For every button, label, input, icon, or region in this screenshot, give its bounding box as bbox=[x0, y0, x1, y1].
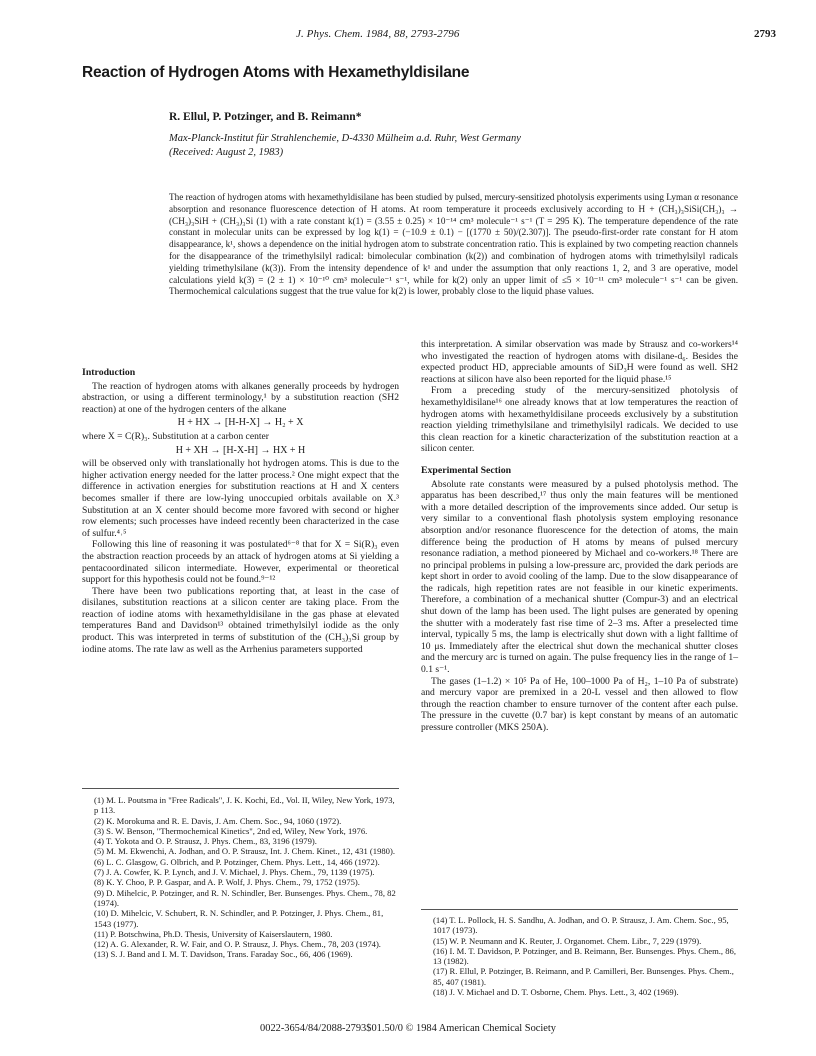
reference-item: (13) S. J. Band and I. M. T. Davidson, Trans. Faraday Soc., 66, 406 (1969). bbox=[94, 949, 353, 960]
references-right bbox=[421, 915, 738, 997]
paragraph: There have been two publications reporting that, at least in the case of disilanes, substitution reactions at a silicon center are taking place. From the reaction of iodine atoms with hexamethyldisilane in the gas phase at elevated temperatures Band and Davidson¹³ obtained trimethylsilyl iodide as the only product. This was interpreted in terms of substitution of the (CH₃)₃Si group by iodine atoms. The rate law as well as the Arrhenius parameters supported bbox=[82, 585, 399, 655]
reference-item: (9) D. Mihelcic, P. Potzinger, and R. N. Schindler, Ber. Bunsenges. Phys. Chem., 78, 82 (1974). bbox=[94, 887, 396, 908]
paragraph: this interpretation. A similar observation was made by Strausz and co-workers¹⁴ who investigated the reaction of hydrogen atoms with disilane-d₆. Besides the expected product HD, appreciable amounts of SiD₃H were found as well. SH2 reactions at silicon have also been reported for the liquid phase.¹⁵ bbox=[421, 339, 738, 385]
paragraph: where X = C(R)₃. Substitution at a carbon center bbox=[82, 430, 269, 442]
reference-item: (12) A. G. Alexander, R. W. Fair, and O. P. Strausz, J. Phys. Chem., 78, 203 (1974). bbox=[94, 939, 381, 950]
reference-item: (10) D. Mihelcic, V. Schubert, R. N. Schindler, and P. Potzinger, J. Phys. Chem., 81, 1543 (1977). bbox=[94, 908, 384, 929]
reference-item: (16) I. M. T. Davidson, P. Potzinger, and B. Reimann, Ber. Bunsenges. Phys. Chem., 86, 13 (1982). bbox=[433, 945, 736, 967]
footnote-rule bbox=[421, 909, 738, 910]
left-column bbox=[82, 367, 399, 655]
equation: H + XH → [H-X-H] → HX + H bbox=[175, 444, 306, 456]
paragraph: will be observed only with translationally hot hydrogen atoms. This is due to the higher activation energy needed for the latter process.² One might expect that the difference in activation energies for substitution reactions at H and X centers becomes smaller if there are low-lying unoccupied orbitals available on X.³ Substitution at an X center should become more favored with second or higher row elements; such processes have indeed recently been characterized in the case of sulfur.⁴˒⁵ bbox=[82, 458, 399, 539]
reference-item: (8) K. Y. Choo, P. P. Gaspar, and A. P. Wolf, J. Phys. Chem., 79, 1752 (1975). bbox=[94, 877, 360, 888]
reference-item: (6) L. C. Glasgow, G. Olbrich, and P. Potzinger, Chem. Phys. Lett., 14, 466 (1972). bbox=[94, 856, 380, 867]
reference-item: (17) R. Ellul, P. Potzinger, B. Reimann, and P. Camilleri, Ber. Bunsenges. Phys. Chem., 85, 407 (1981). bbox=[433, 966, 734, 987]
page-number: 2793 bbox=[754, 28, 776, 40]
paragraph: From a preceding study of the mercury-sensitized photolysis of hexamethyldisilane¹⁶ one already knows that at low temperatures the reaction of hydrogen atoms with hexamethyldisilane proceeds exclusively by a substitution reaction yielding trimethylsilane and trimethylsilyl radicals. We decided to use this clean reaction for a kinetic characterization of the substitution reaction at a silicon center. bbox=[421, 385, 738, 455]
section-heading-experimental: Experimental Section bbox=[421, 464, 512, 476]
section-heading-introduction: Introduction bbox=[82, 367, 136, 378]
reference-item: (2) K. Morokuma and R. E. Davis, J. Am. Chem. Soc., 94, 1060 (1972). bbox=[94, 815, 342, 826]
copyright-footer: 0022-3654/84/2088-2793$01.50/0 © 1984 American Chemical Society bbox=[260, 1023, 556, 1034]
running-header: J. Phys. Chem. 1984, 88, 2793-2796 bbox=[296, 28, 460, 40]
equation: H + HX → [H-H-X] → H₂ + X bbox=[177, 417, 304, 429]
paragraph: The gases (1–1.2) × 10⁵ Pa of He, 100–1000 Pa of H₂, 1–10 Pa of substrate) and mercury vapor are premixed in a 20-L vessel and then allowed to flow through the reaction chamber to ensure turnover of the content after each pulse. The pressure in the cuvette (0.7 bar) is kept constant by means of an automatic pressure controller (MKS 250A). bbox=[421, 675, 738, 733]
article-title: Reaction of Hydrogen Atoms with Hexamethyldisilane bbox=[82, 64, 470, 81]
paragraph: Absolute rate constants were measured by a pulsed photolysis method. The apparatus has been described,¹⁷ thus only the main features will be mentioned with a more detailed description of the improvements since added. Our setup is very similar to a conventional flash photolysis system employing resonance absorption and/or resonance fluorescence for the detection of atoms, the main difference being the production of H atoms by means of pulsed mercury resonance radiation, a method pioneered by Michael and co-workers.¹⁸ There are no principal problems in pulsing a low-pressure arc, provided the dark periods are kept short in order to avoid cooling of the lamp. Due to the slow disappearance of the radicals, high repetition rates are not feasible in our kinetic experiments. Therefore, a combination of a mechanical shutter (Compur-3) and an electrical shut down of the lamp has been used. The light pulses are generated by opening the shutter with a moderately fast rise time of 2–3 ms. After a preselected time interval, typically 5 ms, the lamp is electrically shut down with a light falltime of 10 μs. Immediately after the electrical shut down the mechanical shutter closes and the mercury arc is turned on again. The pulse frequency lies in the range of 1–0.1 s⁻¹. bbox=[421, 478, 738, 676]
abstract: The reaction of hydrogen atoms with hexamethyldisilane has been studied by pulsed, mercury-sensitized photolysis experiments using Lyman α resonance absorption and resonance fluorescence detection of H atoms. At room temperature it proceeds exclusively according to H + (CH₃)₃SiSi(CH₃)₃ → (CH₃)₃SiH + (CH₃)₃Si (1) with a rate constant k(1) = (3.55 ± 0.25) × 10⁻¹⁴ cm³ molecule⁻¹ s⁻¹ (T = 295 K). The temperature dependence of the rate constant in molecular units can be expressed by log k(1) = (−10.9 ± 0.1) − [(1770 ± 50)/(2.307)]. The pseudo-first-order rate constant for H atom disappearance, k¹, shows a dependence on the initial hydrogen atom to substrate concentration ratio. This is explained by two competing reaction channels for the disappearance of the trimethylsilyl radical: bimolecular combination (k(2)) and combination of hydrogen atoms with trimethylsilyl radicals yielding trimethylsilane (k(3)). From the intensity dependence of k¹ and under the assumption that only reactions 1, 2, and 3 are operative, model calculations yield k(3) = (2 ± 1) × 10⁻¹⁰ cm³ molecule⁻¹ s⁻¹, while for k(2) only an upper limit of ≤5 × 10⁻¹¹ cm³ molecule⁻¹ s⁻¹ can be given. Thermochemical calculations suggest that the true value for k(2) is lower, probably close to the liquid phase values. bbox=[169, 192, 738, 297]
reference-item: (1) M. L. Poutsma in "Free Radicals", J. K. Kochi, Ed., Vol. II, Wiley, New York, 1973, p 113. bbox=[94, 795, 395, 816]
affiliation-block bbox=[169, 132, 729, 160]
reference-item: (14) T. L. Pollock, H. S. Sandhu, A. Jodhan, and O. P. Strausz, J. Am. Chem. Soc., 95, 1017 (1973). bbox=[433, 915, 729, 936]
affiliation: Max-Planck-Institut für Strahlenchemie, D-4330 Mülheim a.d. Ruhr, West Germany bbox=[169, 133, 521, 144]
paragraph: Following this line of reasoning it was postulated⁶⁻⁸ that for X = Si(R)₃ even the abstraction reaction proceeds by an attack of hydrogen atoms at Si yielding a pentacoordinated silicon intermediate. However, experimental or theoretical support for this hypothesis could not be found.⁹⁻¹² bbox=[82, 539, 399, 586]
paragraph: The reaction of hydrogen atoms with alkanes generally proceeds by hydrogen abstraction, or using a different terminology,¹ by a substitution reaction (SH2 reaction) at one of the hydrogen centers of the alkane bbox=[82, 380, 399, 415]
reference-item: (11) P. Botschwina, Ph.D. Thesis, University of Kaiserslautern, 1980. bbox=[94, 928, 333, 939]
references-left bbox=[82, 795, 399, 960]
received-date: (Received: August 2, 1983) bbox=[169, 147, 284, 158]
reference-item: (7) J. A. Cowfer, K. P. Lynch, and J. V. Michael, J. Phys. Chem., 79, 1139 (1975). bbox=[94, 867, 375, 878]
reference-item: (15) W. P. Neumann and K. Reuter, J. Organomet. Chem. Libr., 7, 229 (1979). bbox=[433, 935, 702, 946]
footnote-rule bbox=[82, 788, 399, 789]
reference-item: (18) J. V. Michael and D. T. Osborne, Chem. Phys. Lett., 3, 402 (1969). bbox=[433, 987, 679, 998]
right-column bbox=[421, 339, 738, 734]
author-list: R. Ellul, P. Potzinger, and B. Reimann* bbox=[169, 111, 362, 123]
reference-item: (5) M. M. Ekwenchi, A. Jodhan, and O. P. Strausz, Int. J. Chem. Kinet., 12, 431 (1980). bbox=[94, 846, 395, 857]
reference-item: (3) S. W. Benson, "Thermochemical Kinetics", 2nd ed, Wiley, New York, 1976. bbox=[94, 825, 368, 836]
reference-item: (4) T. Yokota and O. P. Strausz, J. Phys. Chem., 83, 3196 (1979). bbox=[94, 836, 317, 847]
